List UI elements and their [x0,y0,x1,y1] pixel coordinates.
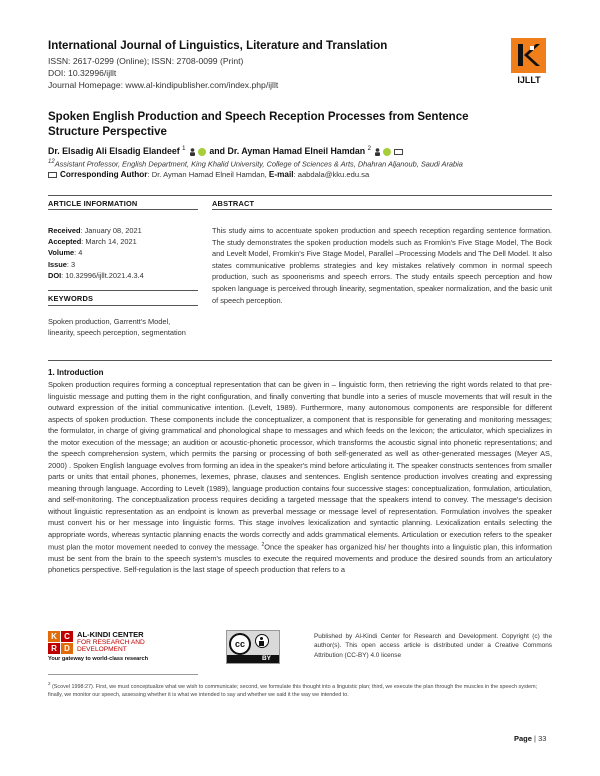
email-icon[interactable] [394,149,403,155]
footnote-text: (Scovel 1998:27). First, we must conceptualize what we wish to communicate; second, we formulate this thought into a linguistic plan; third, we execute the plan through the muscles in the speech system; finally, we monitor our speech, assessing whether it is what we intended to say and whether we said it the way we intended to. [48,683,538,698]
center-name-2: FOR RESEARCH AND [77,639,145,646]
email-icon [48,172,57,178]
author-2-sup: 2 [367,146,371,153]
journal-title: International Journal of Linguistics, Literature and Translation [48,40,388,52]
footnote-sup: 2 [48,681,51,686]
author-2-name: Dr. Ayman Hamad Elneil Hamdan [227,146,366,156]
divider [212,209,552,210]
author-conjunction: and [209,146,226,156]
doi-value[interactable]: : 10.32996/ijllt.2021.4.3.4 [61,270,144,280]
accepted-row [48,236,144,247]
footnote-ref[interactable]: 2 [261,542,265,548]
logo-label: IJLLT [517,75,541,85]
publisher-statement: Published by Al-Kindi Center for Research and Development. Copyright (c) the author(s). This open access article is distributed under a Creative Commons Attribution (CC-BY) 4.0 license [314,633,552,659]
corresponding-author [48,170,369,179]
cc-icon: cc [229,633,251,655]
article-info [48,225,144,281]
received-row [48,225,144,236]
attribution-icon [255,634,269,648]
ijllt-logo [511,38,546,73]
divider [48,290,198,291]
journal-homepage[interactable]: Journal Homepage: www.al-kindipublisher.com/index.php/ijllt [48,80,279,90]
email-label: E-mail [268,170,294,179]
affiliation-sup: 12 [48,159,55,165]
affiliation-text: Assistant Professor, English Department, King Khalid University, College of Sciences & Arts, Dhahran Aljanoub, Saudi Arabia [54,159,463,169]
person-icon [189,148,196,156]
keywords-list: Spoken production, Garrentt's Model, linearity, speech perception, segmentation [48,317,186,338]
accepted-label: Accepted [48,237,82,247]
page-number [514,734,546,743]
journal-issn: ISSN: 2617-0299 (Online); ISSN: 2708-0099 (Print) [48,56,244,66]
corr-name: : Dr. Ayman Hamad Elneil Hamdan, [147,170,267,179]
logo-letter-c: C [61,631,73,642]
accepted-value: : March 14, 2021 [81,237,137,247]
cc-by-badge[interactable] [226,630,280,664]
orcid-icon[interactable] [198,148,206,156]
footnote-divider [48,674,198,675]
keywords-heading: KEYWORDS [48,294,94,303]
divider [48,195,552,196]
alkindi-logo [48,631,208,664]
journal-doi: DOI: 10.32996/ijllt [48,68,117,78]
volume-label: Volume [48,248,75,258]
volume-value: : 4 [74,248,83,258]
corr-label: Corresponding Author [60,170,148,179]
center-name-1: AL-KINDI CENTER [77,630,144,639]
by-label: BY [227,655,279,663]
orcid-icon[interactable] [383,148,391,156]
doi-label: DOI [48,270,62,280]
logo-k-icon [516,42,541,68]
article-title: Spoken English Production and Speech Reception Processes from Sentence Structure Perspective [48,111,469,138]
divider [48,209,198,210]
author-1-name: Dr. Elsadig Ali Elsadig Elandeef [48,146,180,156]
logo-letter-d: D [61,643,73,654]
intro-heading: 1. Introduction [48,368,104,377]
issue-value: : 3 [66,259,76,269]
intro-text-a: Spoken production requires forming a conceptual representation that can be given in – linguistic form, then retrieving the right words related to that pre-linguistic message and putting them in the right configuration, and finally converting that bundle into a series of muscle movements that will result in the outward expression of the initial communicative intention. (Levelt, 1989). Furthermore, many autonomous components are responsible for different aspects of spoken production. These components include the conceptualizer, a component that is responsible for generating and monitoring messages; the formulator, in charge of giving grammatical and phonological shape to messages and which feeds on the lexicon; the articulator, which specializes in the motor execution of the message; an audition or acoustic-phonetic processor, which transforms the acoustic signal into phonetic representations; and the speech comprehension system, which permits the parsing or processing of both self-generated as well as other-generated messages (Meyer AS, 2000) . Spoken English language evolves from forming an idea in the speaker's mind before articulating it. The speaker constructs sentences from smaller parts or units that entail phones, phonemes, lexemes, phrase, clauses and sentences. English sentence production involves creating and expressing meaning through language. According to Levelt (1989), language production contains four successive stages: conceptualization, formulation, articulation, and self-monitoring. The conceptualization process requires deciding a targeted message that the speakers intend to convey. The message's decision without linguistic representation as an endpoint is known as preverbal message or message level of representation. Formulation involves the speaker must convert his or her message into linguistic forms. This stage involves lexicalization and syntactic planning. Lexicalization entails selecting the appropriate words, whereas syntactic planning enacts the words correctly and adds grammatical elements. Articulation or execution refers to the speaker must plan the motor movement needed to convey the message. [48,380,552,552]
person-icon [374,148,381,156]
issue-label: Issue [48,259,67,269]
intro-text-b: Once the speaker has organized his/ her thoughts into a linguistic plan, this information must be sent from the brain to the speech system's muscles to execute the required movements and produce the desired sounds from an articulatory phonetics perspective. Self-regulation is the last stage of speech production that refers to a [48,542,552,575]
logo-letter-k: K [48,631,60,642]
volume-row [48,247,144,258]
author-1-sup: 1 [182,146,186,153]
received-value: : January 08, 2021 [80,226,142,235]
divider [48,305,198,306]
footnote [48,680,552,699]
corr-email[interactable]: : aabdala@kku.edu.sa [293,170,370,179]
abstract-heading: ABSTRACT [212,199,255,208]
abstract-text: This study aims to accentuate spoken production and speech reception regarding sentence formation. The study demonstrates the spoken production models such as Fromkin's Five Stage Model, The Bock and Levelt Model, Fromkin's Five Stage Model, Parallel –Processing Models and The Dell Model. It also states communicative problems strategies and key mistakes relatively common in normal speech production, such as spoonerisms and speech errors. The study entails speech perception and how spoken language is perceived through linearity, segmentation, speaker normalization, and the basic unit of speech perception. [212,226,552,305]
doi-row [48,270,144,281]
page-value: | 33 [534,734,547,743]
divider [48,360,552,361]
author-line [48,146,403,156]
logo-letter-r: R [48,643,60,654]
issue-row [48,259,144,270]
received-label: Received [48,226,81,235]
page-label: Page [514,734,532,743]
affiliation [48,159,463,168]
center-tagline: Your gateway to world-class research [48,656,148,662]
center-name-3: DEVELOPMENT [77,646,127,653]
intro-body [48,379,552,576]
article-info-heading: ARTICLE INFORMATION [48,199,138,208]
